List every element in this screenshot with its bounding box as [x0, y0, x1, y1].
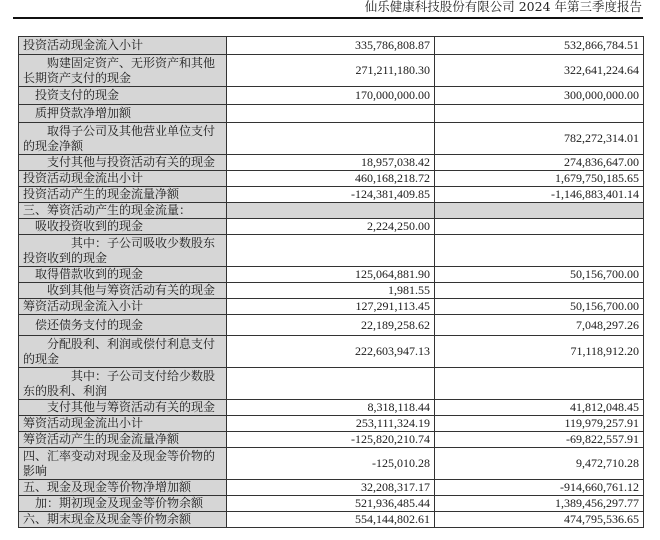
current-period-value: 253,111,324.19: [227, 416, 435, 432]
row-label: [19, 87, 227, 105]
table-row: [19, 368, 644, 400]
prior-period-value: 474,795,536.65: [435, 512, 644, 528]
table-row: [19, 283, 644, 299]
row-label: [19, 368, 227, 400]
table-row: [19, 123, 644, 155]
prior-period-value: [435, 368, 644, 400]
current-period-value: [227, 105, 435, 123]
current-period-value: 271,211,180.30: [227, 55, 435, 87]
current-period-value: 8,318,118.44: [227, 400, 435, 416]
prior-period-value: [435, 203, 644, 219]
table-row: [19, 416, 644, 432]
header-divider: [13, 17, 643, 19]
current-period-value: 32,208,317.17: [227, 480, 435, 496]
row-label-text: 吸收投资收到的现金: [35, 219, 144, 233]
prior-period-value: -914,660,761.12: [435, 480, 644, 496]
row-label-text: 取得子公司及其他营业单位支付的现金净额: [23, 123, 216, 153]
row-label: [19, 55, 227, 87]
row-label: 投资活动现金流出小计: [19, 171, 227, 187]
prior-period-value: 71,118,912.20: [435, 336, 644, 368]
table-row: [19, 496, 644, 512]
cash-flow-table: [18, 36, 644, 528]
prior-period-value: 50,156,700.00: [435, 299, 644, 315]
current-period-value: 127,291,113.45: [227, 299, 435, 315]
prior-period-value: 7,048,297.26: [435, 315, 644, 336]
row-label: [19, 496, 227, 512]
table-row: [19, 171, 644, 187]
table-row: [19, 400, 644, 416]
prior-period-value: [435, 235, 644, 267]
prior-period-value: 300,000,000.00: [435, 87, 644, 105]
row-label-text: 其中：子公司支付给少数股东的股利、利润: [23, 368, 216, 398]
row-label: [19, 267, 227, 283]
row-label-text: 质押贷款净增加额: [35, 106, 132, 120]
row-label: [19, 400, 227, 416]
current-period-value: [227, 123, 435, 155]
table-row: [19, 448, 644, 480]
table-row: [19, 87, 644, 105]
row-label: [19, 315, 227, 336]
row-label: [19, 283, 227, 299]
current-period-value: 521,936,485.44: [227, 496, 435, 512]
table-row: [19, 267, 644, 283]
row-label-text: 取得借款收到的现金: [35, 267, 144, 281]
current-period-value: 170,000,000.00: [227, 87, 435, 105]
current-period-value: 125,064,881.90: [227, 267, 435, 283]
prior-period-value: 782,272,314.01: [435, 123, 644, 155]
current-period-value: 460,168,218.72: [227, 171, 435, 187]
row-label: 投资活动现金流入小计: [19, 37, 227, 55]
current-period-value: 22,189,258.62: [227, 315, 435, 336]
prior-period-value: [435, 219, 644, 235]
current-period-value: [227, 235, 435, 267]
prior-period-value: 9,472,710.28: [435, 448, 644, 480]
row-label: 筹资活动现金流出小计: [19, 416, 227, 432]
table-row: [19, 336, 644, 368]
current-period-value: 18,957,038.42: [227, 155, 435, 171]
row-label: 六、期末现金及现金等价物余额: [19, 512, 227, 528]
prior-period-value: 1,389,456,297.77: [435, 496, 644, 512]
current-period-value: 2,224,250.00: [227, 219, 435, 235]
row-label: [19, 155, 227, 171]
table-row: [19, 315, 644, 336]
prior-period-value: [435, 283, 644, 299]
row-label: [19, 235, 227, 267]
row-label: 筹资活动产生的现金流量净额: [19, 432, 227, 448]
row-label-text: 加：期初现金及现金等价物余额: [35, 496, 204, 510]
table-row: [19, 480, 644, 496]
current-period-value: 554,144,802.61: [227, 512, 435, 528]
row-label: [19, 105, 227, 123]
table-row: [19, 105, 644, 123]
row-label-text: 投资支付的现金: [35, 88, 120, 102]
current-period-value: -124,381,409.85: [227, 187, 435, 203]
current-period-value: [227, 203, 435, 219]
prior-period-value: 41,812,048.45: [435, 400, 644, 416]
row-label-text: 偿还债务支付的现金: [35, 317, 144, 332]
current-period-value: 335,786,808.87: [227, 37, 435, 55]
current-period-value: [227, 368, 435, 400]
row-label: 五、现金及现金等价物净增加额: [19, 480, 227, 496]
table-row: [19, 155, 644, 171]
table-row: [19, 432, 644, 448]
section-label: 三、筹资活动产生的现金流量：: [19, 203, 227, 219]
prior-period-value: -69,822,557.91: [435, 432, 644, 448]
prior-period-value: 274,836,647.00: [435, 155, 644, 171]
prior-period-value: 119,979,257.91: [435, 416, 644, 432]
prior-period-value: 1,679,750,185.65: [435, 171, 644, 187]
prior-period-value: 50,156,700.00: [435, 267, 644, 283]
row-label-text: 分配股利、利润或偿付利息支付的现金: [23, 336, 216, 366]
table-row: [19, 299, 644, 315]
row-label-text: 收到其他与筹资活动有关的现金: [47, 283, 216, 297]
row-label: [19, 219, 227, 235]
table-row: [19, 512, 644, 528]
prior-period-value: 322,641,224.64: [435, 55, 644, 87]
row-label-text: 其中：子公司吸收少数股东投资收到的现金: [23, 235, 216, 265]
section-header-row: [19, 203, 644, 219]
row-label: 投资活动产生的现金流量净额: [19, 187, 227, 203]
table-row: [19, 219, 644, 235]
table-row: [19, 235, 644, 267]
row-label: [19, 336, 227, 368]
row-label-text: 支付其他与筹资活动有关的现金: [47, 400, 216, 414]
current-period-value: 222,603,947.13: [227, 336, 435, 368]
table-row: [19, 37, 644, 55]
row-label: 筹资活动现金流入小计: [19, 299, 227, 315]
current-period-value: -125,820,210.74: [227, 432, 435, 448]
prior-period-value: [435, 105, 644, 123]
table-row: [19, 55, 644, 87]
report-header-title: 仙乐健康科技股份有限公司 2024 年第三季度报告: [364, 0, 642, 14]
row-label-text: 购建固定资产、无形资产和其他长期资产支付的现金: [23, 55, 216, 85]
row-label: [19, 123, 227, 155]
row-label-text: 支付其他与投资活动有关的现金: [47, 155, 216, 169]
current-period-value: -125,010.28: [227, 448, 435, 480]
current-period-value: 1,981.55: [227, 283, 435, 299]
row-label: 四、汇率变动对现金及现金等价物的影响: [19, 448, 227, 480]
table-row: [19, 187, 644, 203]
prior-period-value: -1,146,883,401.14: [435, 187, 644, 203]
prior-period-value: 532,866,784.51: [435, 37, 644, 55]
